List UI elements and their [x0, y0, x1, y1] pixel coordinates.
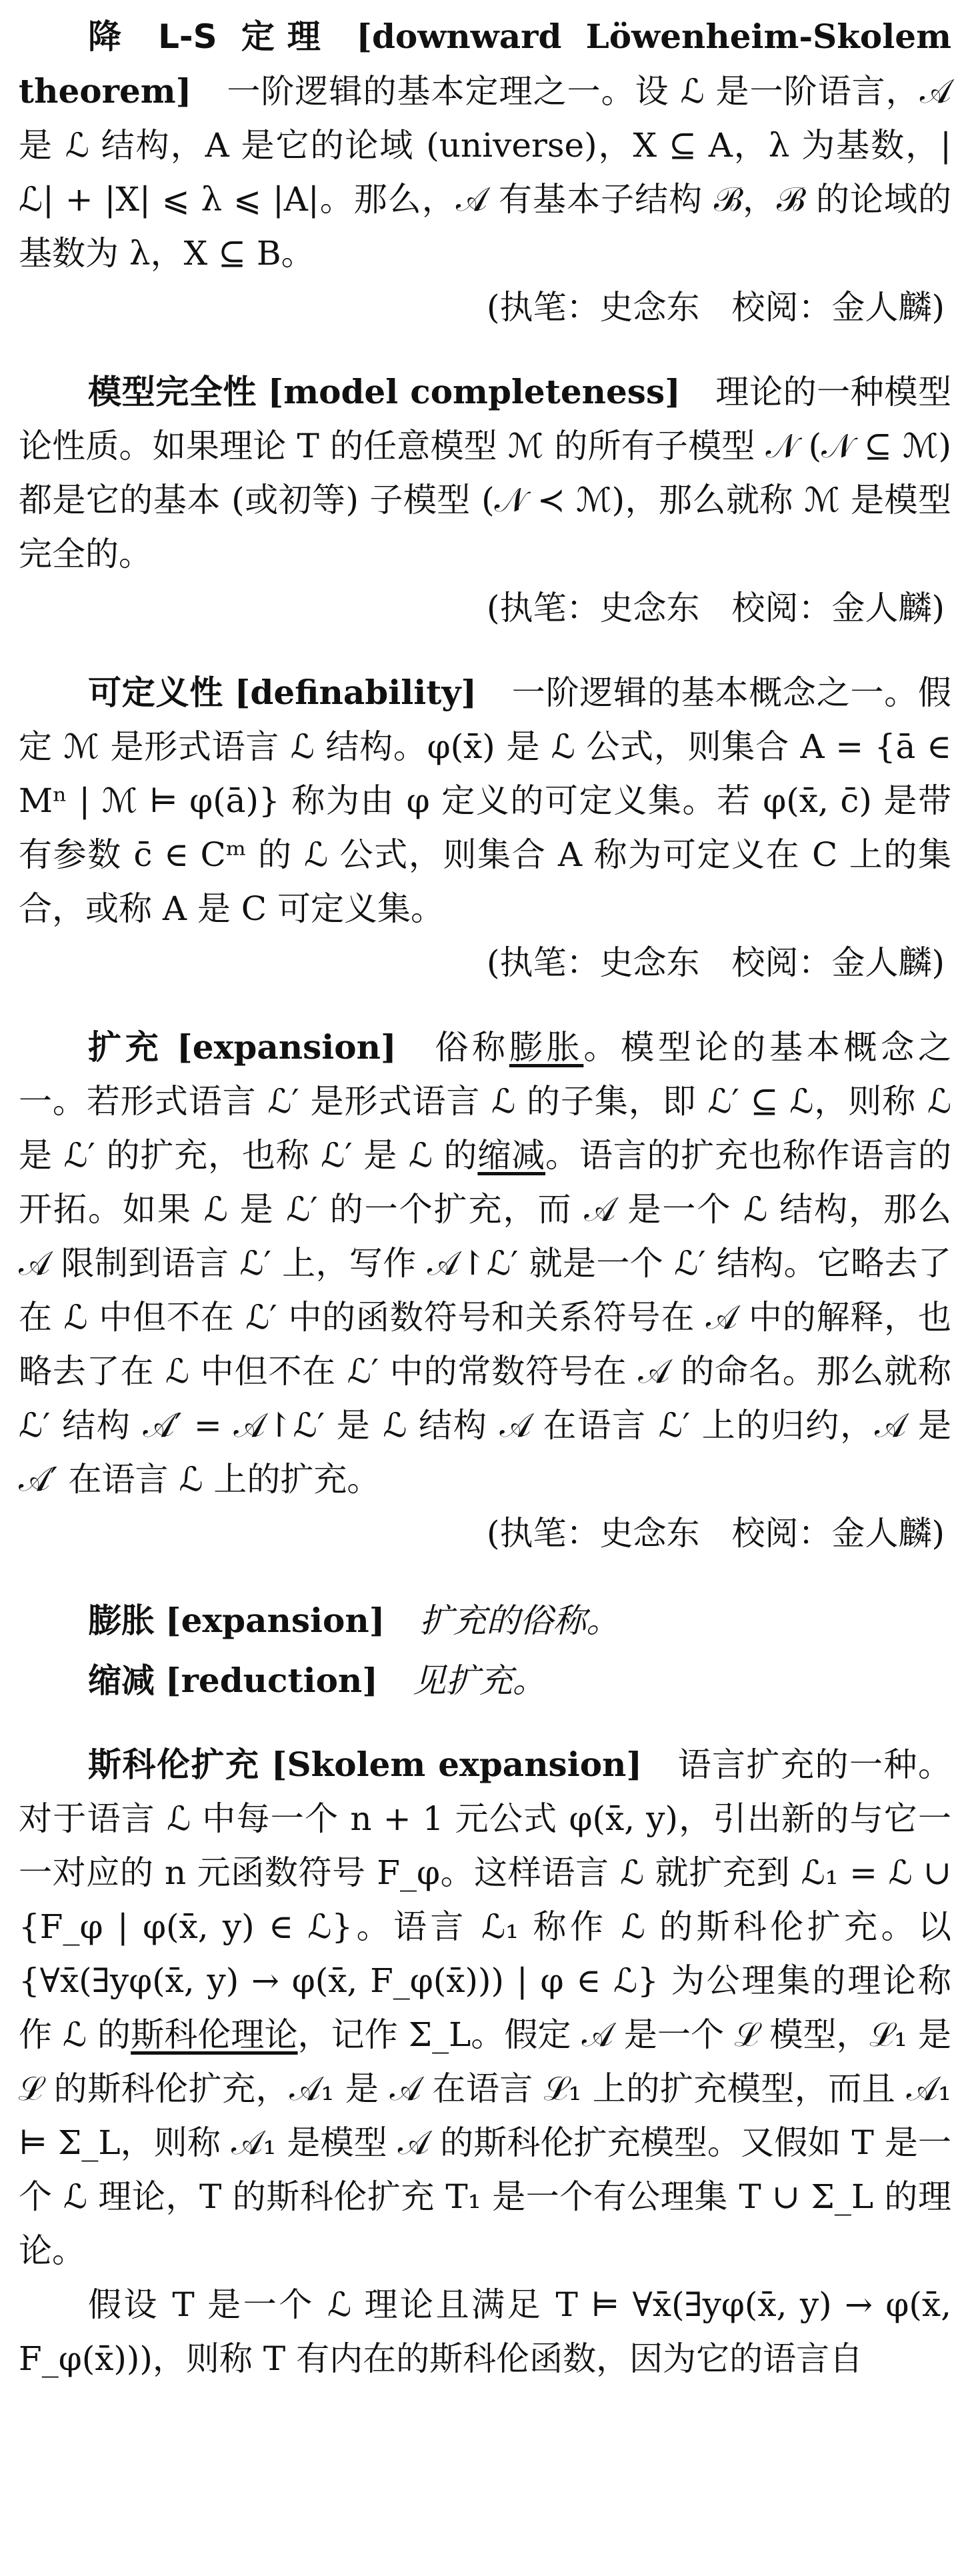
entry-text: 理论的一种模型论性质。如果理论 T 的任意模型 ℳ 的所有子模型 𝒩 (𝒩 ⊆ ℳ) 都是它的基本 (或初等) 子模型 (𝒩 ≺ ℳ)，那么就称 ℳ 是模型完全的。 — [19, 373, 951, 573]
entry-underlined-term: 斯科伦理论 — [131, 2015, 298, 2054]
entry-text: 一阶逻辑的基本定理之一。设 ℒ 是一阶语言，𝒜 是 ℒ 结构，A 是它的论域 (universe)，X ⊆ A，λ 为基数，|ℒ| + |X| ⩽ λ ⩽ |A|。那么，𝒜 有基本子结构 ℬ，ℬ 的论域的基数为 λ，X ⊆ B。 — [19, 72, 951, 273]
entry-english: [Skolem expansion] — [271, 1745, 643, 1784]
entry-text-a: 俗称 — [431, 1028, 509, 1067]
entry-signature: (执笔：史念东 校阅：金人麟) — [486, 589, 945, 627]
entry-text-b: ，记作 Σ_L。假定 𝒜 是一个 ℒ 模型，ℒ₁ 是 ℒ 的斯科伦扩充，𝒜₁ 是 𝒜 在语言 ℒ₁ 上的扩充模型，而且 𝒜₁ ⊨ Σ_L，则称 𝒜₁ 是模型 𝒜 的斯科伦扩充模型。又假如 T 是一个 ℒ 理论，T 的斯科伦扩充 T₁ 是一个有公理集 T ∪ Σ_L 的理论。 — [19, 2015, 951, 2270]
entry-text: 一阶逻辑的基本概念之一。假定 ℳ 是形式语言 ℒ 结构。φ(x̄) 是 ℒ 公式，则集合 A = {ā ∈ Mⁿ | ℳ ⊨ φ(ā)} 称为由 φ 定义的可定义集。若 φ(x̄, c̄) 是带有参数 c̄ ∈ Cᵐ 的 ℒ 公式，则集合 A 称为可定义在 C 上的集合，或称 A 是 C 可定义集。 — [19, 673, 952, 928]
entry-english: [model completeness] — [267, 372, 681, 411]
entry-skolem-expansion — [19, 1737, 951, 2386]
entry-signature: (执笔：史念东 校阅：金人麟) — [486, 1514, 945, 1553]
entry-headword: 模型完全性 — [88, 373, 257, 411]
entry-english: [definability] — [234, 673, 477, 712]
entry-headword: 斯科伦扩充 — [88, 1745, 260, 1784]
entry-signature: (执笔：史念东 校阅：金人麟) — [486, 943, 945, 982]
entry-body — [19, 665, 951, 936]
entry-english: [expansion] — [177, 1027, 397, 1067]
entry-headword: 扩充 — [88, 1028, 163, 1067]
entry-underlined-term: 膨胀 — [509, 1028, 584, 1067]
short-entry: 膨胀 [expansion] 扩充的俗称。 — [88, 1601, 620, 1640]
entry-english: [downward Löwenheim-Skolem theorem] — [19, 17, 951, 111]
entry-text-c: 。语言的扩充也称作语言的开拓。如果 ℒ 是 ℒ′ 的一个扩充，而 𝒜 是一个 ℒ 结构，那么 𝒜 限制到语言 ℒ′ 上，写作 𝒜↾ℒ′ 就是一个 ℒ′ 结构。它略去了在 ℒ 中但不在 ℒ′ 中的函数符号和关系符号在 𝒜 中的解释，也略去了在 ℒ 中但不在 ℒ′ 中的常数符号在 𝒜 的命名。那么就称 ℒ′ 结构 𝒜′ = 𝒜↾ℒ′ 是 ℒ 结构 𝒜 在语言 ℒ′ 上的归约，𝒜 是 𝒜′ 在语言 ℒ 上的扩充。 — [19, 1136, 952, 1499]
entry-downward-ls — [19, 9, 951, 335]
entry-body — [19, 1737, 951, 2278]
entry-body — [19, 9, 951, 281]
entry-headword: 降 L-S 定理 — [88, 17, 333, 56]
entry-body — [19, 365, 951, 581]
entry-text-a: 语言扩充的一种。对于语言 ℒ 中每一个 n + 1 元公式 φ(x̄, y)，引出新的与它一一对应的 n 元函数符号 F_φ。这样语言 ℒ 就扩充到 ℒ₁ = ℒ ∪ {F_φ | φ(x̄, y) ∈ ℒ}。语言 ℒ₁ 称作 ℒ 的斯科伦扩充。以 {∀x̄(∃yφ(x̄, y) → φ(x̄, F_φ(x̄))) | φ ∈ ℒ} 为公理集的理论称作 ℒ 的 — [19, 1745, 952, 2054]
entry-paragraph-2: 假设 T 是一个 ℒ 理论且满足 T ⊨ ∀x̄(∃yφ(x̄, y) → φ(x̄, F_φ(x̄)))，则称 T 有内在的斯科伦函数，因为它的语言自 — [19, 2285, 951, 2378]
entry-text-b: 。模型论的基本概念之一。若形式语言 ℒ′ 是形式语言 ℒ 的子集，即 ℒ′ ⊆ ℒ，则称 ℒ 是 ℒ′ 的扩充，也称 ℒ′ 是 ℒ 的 — [19, 1028, 952, 1175]
short-entries — [19, 1591, 951, 1711]
entry-underlined-term: 缩减 — [477, 1136, 546, 1175]
entry-headword: 可定义性 — [88, 673, 224, 712]
entry-model-completeness — [19, 365, 951, 635]
entry-expansion — [19, 1020, 951, 1561]
entry-body — [19, 1020, 951, 1507]
short-entry: 缩减 [reduction] 见扩充。 — [88, 1661, 546, 1700]
entry-signature: (执笔：史念东 校阅：金人麟) — [486, 288, 945, 327]
entry-definability — [19, 665, 951, 990]
